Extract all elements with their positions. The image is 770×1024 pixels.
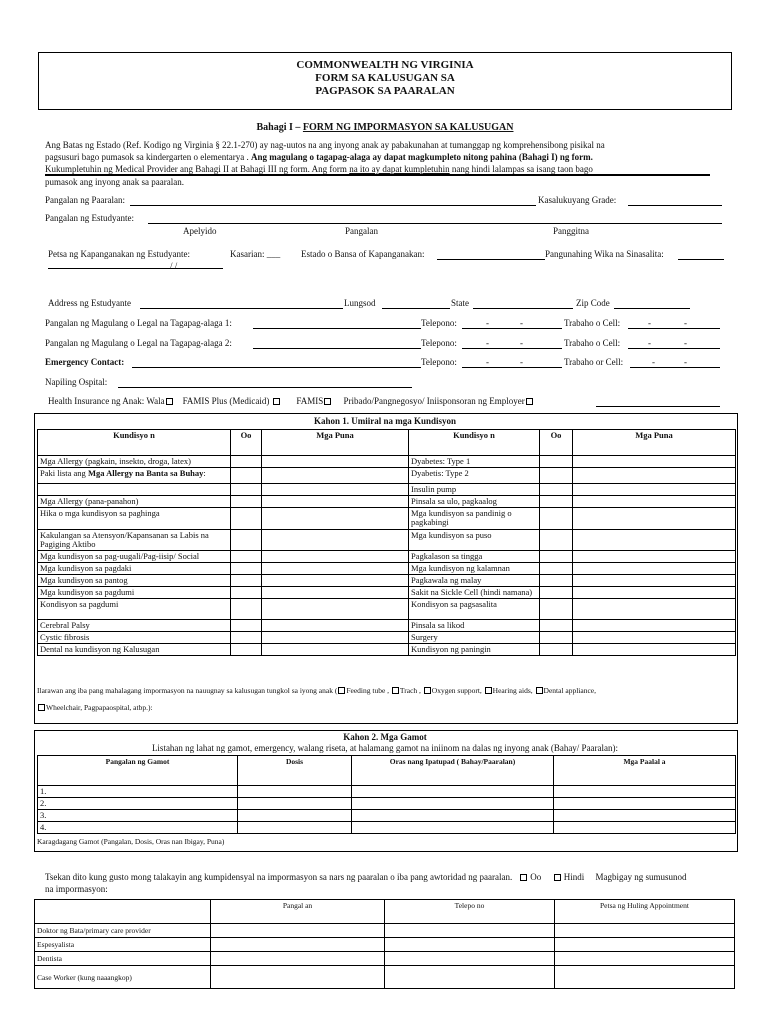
condition-right-yes[interactable] <box>540 575 573 587</box>
condition-right-yes[interactable] <box>540 530 573 551</box>
dob-separators: / / <box>170 261 178 271</box>
parent1-phone-dash-2: - <box>520 318 523 328</box>
condition-left-notes[interactable] <box>262 551 409 563</box>
condition-right-notes[interactable] <box>573 620 736 632</box>
parent2-label: Pangalan ng Magulang o Legal na Tagapag-alaga 2: <box>45 338 232 348</box>
condition-left-notes[interactable] <box>262 620 409 632</box>
condition-right-yes[interactable] <box>540 599 573 620</box>
med-notes[interactable] <box>554 810 736 822</box>
contact-name[interactable] <box>211 966 385 989</box>
condition-left-yes[interactable] <box>231 530 262 551</box>
part-title: Bahagi I – FORM NG IMPORMASYON SA KALUSUGAN <box>256 122 514 133</box>
contact-role: Doktor ng Bata/primary care provider <box>35 924 211 938</box>
contact-name[interactable] <box>211 952 385 966</box>
condition-right: Dyabetes: Type 1 <box>409 456 540 468</box>
col-notes-right: Mga Puna <box>573 430 736 456</box>
insurance-famis-plus: FAMIS Plus (Medicaid) <box>182 396 270 406</box>
condition-right-notes[interactable] <box>573 563 736 575</box>
form-header <box>38 52 732 110</box>
state-label: State <box>451 298 469 308</box>
conditions-table <box>37 429 736 656</box>
parent2-input[interactable] <box>253 348 421 349</box>
condition-right-notes[interactable] <box>573 632 736 644</box>
oxygen-checkbox[interactable] <box>424 687 431 694</box>
condition-left-yes[interactable] <box>231 620 262 632</box>
parent2-phone-dash-2: - <box>520 338 523 348</box>
condition-left: Mga kundisyon sa pagdumi <box>38 587 231 599</box>
box2-subtitle: Listahan ng lahat ng gamot, emergency, walang riseta, at halamang gamot na iniinom na dalas ng inyong anak (Bahay/ Paaralan): <box>151 743 619 753</box>
feeding-tube-checkbox[interactable] <box>338 687 345 694</box>
contact-row <box>35 924 735 938</box>
parent1-label: Pangalan ng Magulang o Legal na Tagapag-alaga 1: <box>45 318 232 328</box>
condition-left-notes[interactable] <box>262 496 409 508</box>
medication-row <box>38 798 736 810</box>
condition-row <box>38 496 736 508</box>
condition-left-notes[interactable] <box>262 456 409 468</box>
condition-row <box>38 632 736 644</box>
parent1-phone-input[interactable] <box>462 328 562 329</box>
consent-line: Tsekan dito kung gusto mong talakayin ang kumpidensyal na impormasyon sa nars ng paaralan o iba pang awtoridad ng paaralan. Oo Hindi Magbigay ng sumusunod <box>45 872 687 882</box>
condition-row <box>38 468 736 484</box>
condition-left-yes[interactable] <box>231 496 262 508</box>
condition-left-notes[interactable] <box>262 563 409 575</box>
address-label: Address ng Estudyante <box>48 298 131 308</box>
condition-right-yes[interactable] <box>540 508 573 530</box>
condition-right: Pinsala sa likod <box>409 620 540 632</box>
hospital-input[interactable] <box>118 387 412 388</box>
condition-right-notes[interactable] <box>573 599 736 620</box>
insurance-line <box>596 406 720 407</box>
contact-name[interactable] <box>211 924 385 938</box>
emergency-input[interactable] <box>132 367 421 368</box>
condition-left-yes[interactable] <box>231 484 262 496</box>
contact-row <box>35 938 735 952</box>
insurance-none: Wala <box>146 396 165 406</box>
zip-input[interactable] <box>614 308 690 309</box>
condition-left-notes[interactable] <box>262 484 409 496</box>
col-condition-right: Kundisyo n <box>409 430 540 456</box>
emergency-phone-dash-2: - <box>520 357 523 367</box>
parent1-work-label: Trabaho o Cell: <box>564 318 621 328</box>
insurance-label: Health Insurance ng Anak: <box>48 396 145 406</box>
med-notes[interactable] <box>554 822 736 834</box>
col-contact-phone: Telepo no <box>385 900 555 924</box>
birthplace-input[interactable] <box>437 259 545 260</box>
condition-row <box>38 508 736 530</box>
condition-right: Kundisyon ng paningin <box>409 644 540 656</box>
condition-right: Dyabetis: Type 2 <box>409 468 540 484</box>
contact-phone[interactable] <box>385 938 555 952</box>
condition-left: Dental na kundisyon ng Kalusugan <box>38 644 231 656</box>
condition-left-notes[interactable] <box>262 587 409 599</box>
condition-left-notes[interactable] <box>262 575 409 587</box>
condition-left-notes[interactable] <box>262 599 409 620</box>
emergency-label: Emergency Contact: <box>45 357 125 367</box>
emergency-work-label: Trabaho or Cell: <box>564 357 624 367</box>
dob-input[interactable] <box>48 268 223 269</box>
emergency-phone-label: Telepono: <box>421 357 457 367</box>
condition-right-yes[interactable] <box>540 484 573 496</box>
contact-name[interactable] <box>211 938 385 952</box>
box1-title: Kahon 1. Umiiral na mga Kundisyon <box>313 416 457 426</box>
insurance-row <box>48 397 534 406</box>
condition-left: Hika o mga kundisyon sa paghinga <box>38 508 231 530</box>
condition-right-notes[interactable] <box>573 508 736 530</box>
condition-right-yes[interactable] <box>540 468 573 484</box>
address-input[interactable] <box>140 308 343 309</box>
state-input[interactable] <box>473 308 573 309</box>
contact-date[interactable] <box>555 924 735 938</box>
condition-right: Mga kundisyon sa puso <box>409 530 540 551</box>
school-input[interactable] <box>130 205 536 206</box>
condition-right: Pagkawala ng malay <box>409 575 540 587</box>
parent2-phone-input[interactable] <box>462 348 562 349</box>
intro-line-4: pumasok ang inyong anak sa paaralan. <box>45 177 184 187</box>
condition-right-notes[interactable] <box>573 530 736 551</box>
emergency-work-dash-1: - <box>652 357 655 367</box>
condition-row <box>38 575 736 587</box>
insurance-none-checkbox[interactable] <box>166 398 173 405</box>
contact-phone[interactable] <box>385 924 555 938</box>
contact-role: Dentista <box>35 952 211 966</box>
emergency-work-input[interactable] <box>630 367 720 368</box>
condition-row <box>38 456 736 468</box>
zip-label: Zip Code <box>576 298 610 308</box>
condition-left: Mga Allergy (pana-panahon) <box>38 496 231 508</box>
condition-right-notes[interactable] <box>573 484 736 496</box>
med-time[interactable] <box>352 810 554 822</box>
dental-appliance-checkbox[interactable] <box>536 687 543 694</box>
condition-right-notes[interactable] <box>573 496 736 508</box>
consent-no-checkbox[interactable] <box>554 874 561 881</box>
hearing-aids-checkbox[interactable] <box>485 687 492 694</box>
contact-phone[interactable] <box>385 966 555 989</box>
condition-left-notes[interactable] <box>262 644 409 656</box>
insurance-private-checkbox[interactable] <box>526 398 533 405</box>
col-yes-left: Oo <box>231 430 262 456</box>
parent2-work-input[interactable] <box>628 348 720 349</box>
condition-right: Pinsala sa ulo, pagkaalog <box>409 496 540 508</box>
med-dose[interactable] <box>238 786 352 798</box>
condition-left-notes[interactable] <box>262 468 409 484</box>
condition-row <box>38 644 736 656</box>
grade-label: Kasalukuyang Grade: <box>538 195 617 205</box>
extra-medications: Karagdagang Gamot (Pangalan, Dosis, Oras nan Ibigay, Puna) <box>37 837 225 846</box>
city-input[interactable] <box>382 308 450 309</box>
contact-date[interactable] <box>555 938 735 952</box>
consent-yes-checkbox[interactable] <box>520 874 527 881</box>
grade-input[interactable] <box>628 205 722 206</box>
parent1-phone-dash-1: - <box>486 318 489 328</box>
contact-row <box>35 952 735 966</box>
header-line-2: FORM SA KALUSUGAN SA <box>315 72 455 84</box>
med-name: 3. <box>38 810 238 822</box>
parent2-phone-dash-1: - <box>486 338 489 348</box>
contact-date[interactable] <box>555 966 735 989</box>
col-med-name: Pangalan ng Gamot <box>38 756 238 786</box>
col-med-notes: Mga Paalal a <box>554 756 736 786</box>
col-dose: Dosis <box>238 756 352 786</box>
condition-row <box>38 599 736 620</box>
insurance-private: Pribado/Pangnegosyo/ Iniisponsoran ng Employer <box>343 396 525 406</box>
condition-left-yes[interactable] <box>231 468 262 484</box>
condition-left-notes[interactable] <box>262 632 409 644</box>
parent1-input[interactable] <box>253 328 421 329</box>
condition-right-yes[interactable] <box>540 632 573 644</box>
condition-right-notes[interactable] <box>573 587 736 599</box>
condition-left: Mga kundisyon sa pantog <box>38 575 231 587</box>
contacts-header-blank <box>35 900 211 924</box>
parent2-phone-label: Telepono: <box>421 338 457 348</box>
medication-row <box>38 810 736 822</box>
emergency-phone-dash-1: - <box>486 357 489 367</box>
condition-right: Pagkalason sa tingga <box>409 551 540 563</box>
contact-role: Espesyalista <box>35 938 211 952</box>
wheelchair-checkbox[interactable] <box>38 704 45 711</box>
insurance-famis-plus-checkbox[interactable] <box>273 398 280 405</box>
dob-label: Petsa ng Kapanganakan ng Estudyante: <box>48 249 190 259</box>
emergency-work-dash-2: - <box>684 357 687 367</box>
med-dose[interactable] <box>238 810 352 822</box>
condition-left-yes[interactable] <box>231 587 262 599</box>
condition-left: Kondisyon sa pagdumi <box>38 599 231 620</box>
med-time[interactable] <box>352 798 554 810</box>
parent1-work-dash-1: - <box>648 318 651 328</box>
condition-right: Kondisyon sa pagsasalita <box>409 599 540 620</box>
condition-left-yes[interactable] <box>231 644 262 656</box>
condition-right: Mga kundisyon ng kalamnan <box>409 563 540 575</box>
condition-left: Paki lista ang Mga Allergy na Banta sa Buhay: <box>38 468 231 484</box>
condition-left-yes[interactable] <box>231 456 262 468</box>
condition-left-yes[interactable] <box>231 575 262 587</box>
condition-right-notes[interactable] <box>573 551 736 563</box>
parent1-work-input[interactable] <box>628 328 720 329</box>
contact-role: Case Worker (kung naaangkop) <box>35 966 211 989</box>
trach-checkbox[interactable] <box>392 687 399 694</box>
city-label: Lungsod <box>344 298 376 308</box>
intro-line-1: Ang Batas ng Estado (Ref. Kodigo ng Virginia § 22.1-270) ay nag-uutos na ang inyong anak ay pabakunahan at tumanggap ng komprehensibong pisikal na <box>45 140 605 150</box>
student-input[interactable] <box>148 223 722 224</box>
school-label: Pangalan ng Paaralan: <box>45 195 125 205</box>
insurance-famis-checkbox[interactable] <box>324 398 331 405</box>
condition-left-yes[interactable] <box>231 563 262 575</box>
col-contact-date: Petsa ng Huling Appointment <box>555 900 735 924</box>
condition-right: Sakit na Sickle Cell (hindi namana) <box>409 587 540 599</box>
med-name: 2. <box>38 798 238 810</box>
emergency-phone-input[interactable] <box>462 367 562 368</box>
condition-left: Mga kundisyon sa pag-uugali/Pag-iisip/ Social <box>38 551 231 563</box>
condition-left-notes[interactable] <box>262 530 409 551</box>
condition-row <box>38 620 736 632</box>
med-notes[interactable] <box>554 786 736 798</box>
language-input[interactable] <box>678 259 724 260</box>
header-line-1: COMMONWEALTH NG VIRGINIA <box>296 59 474 71</box>
condition-row <box>38 587 736 599</box>
condition-left-yes[interactable] <box>231 551 262 563</box>
student-label: Pangalan ng Estudyante: <box>45 213 134 223</box>
condition-right: Insulin pump <box>409 484 540 496</box>
condition-row <box>38 563 736 575</box>
condition-left <box>38 484 231 496</box>
first-name-caption: Pangalan <box>345 226 378 236</box>
condition-left-yes[interactable] <box>231 508 262 530</box>
condition-right-yes[interactable] <box>540 620 573 632</box>
condition-right-yes[interactable] <box>540 587 573 599</box>
condition-left: Cerebral Palsy <box>38 620 231 632</box>
last-name-caption: Apelyido <box>183 226 217 236</box>
language-label: Pangunahing Wika na Sinasalita: <box>545 249 664 259</box>
condition-right: Surgery <box>409 632 540 644</box>
condition-left: Cystic fibrosis <box>38 632 231 644</box>
condition-right-notes[interactable] <box>573 575 736 587</box>
parent1-phone-label: Telepono: <box>421 318 457 328</box>
condition-left: Mga kundisyon sa pagdaki <box>38 563 231 575</box>
box2-title: Kahon 2. Mga Gamot <box>343 732 427 742</box>
col-time: Oras nang Ipatupad ( Bahay/Paaralan) <box>352 756 554 786</box>
condition-right-yes[interactable] <box>540 644 573 656</box>
contact-phone[interactable] <box>385 952 555 966</box>
med-time[interactable] <box>352 822 554 834</box>
col-contact-name: Pangal an <box>211 900 385 924</box>
parent1-work-dash-2: - <box>684 318 687 328</box>
condition-right-yes[interactable] <box>540 551 573 563</box>
condition-row <box>38 551 736 563</box>
condition-right-yes[interactable] <box>540 563 573 575</box>
parent2-work-dash-1: - <box>648 338 651 348</box>
col-notes-left: Mga Puna <box>262 430 409 456</box>
contact-date[interactable] <box>555 952 735 966</box>
medication-row <box>38 822 736 834</box>
condition-right-notes[interactable] <box>573 456 736 468</box>
devices-line: Ilarawan ang iba pang mahalagang impormasyon na nauugnay sa kalusugan tungkol sa iyong anak ( Feeding tube , Trach , Oxygen support, Hearing aids, Dental appliance, <box>37 686 597 695</box>
med-dose[interactable] <box>238 798 352 810</box>
condition-right-notes[interactable] <box>573 644 736 656</box>
consent-line-2: na impormasyon: <box>45 884 108 894</box>
med-name: 1. <box>38 786 238 798</box>
birthplace-label: Estado o Bansa of Kapanganakan: <box>301 249 425 259</box>
parent2-work-dash-2: - <box>684 338 687 348</box>
medication-row <box>38 786 736 798</box>
med-dose[interactable] <box>238 822 352 834</box>
middle-name-caption: Panggitna <box>553 226 589 236</box>
med-name: 4. <box>38 822 238 834</box>
condition-left-notes[interactable] <box>262 508 409 530</box>
header-line-3: PAGPASOK SA PAARALAN <box>315 85 455 97</box>
insurance-famis: FAMIS <box>296 396 324 406</box>
col-condition-left: Kundisyo n <box>38 430 231 456</box>
devices-line-2: Wheelchair, Pagpapaospital, atbp.): <box>37 704 153 712</box>
condition-left: Mga Allergy (pagkain, insekto, droga, latex) <box>38 456 231 468</box>
condition-right-yes[interactable] <box>540 456 573 468</box>
medications-table <box>37 755 736 834</box>
condition-right-yes[interactable] <box>540 496 573 508</box>
condition-left: Kakulangan sa Atensyon/Kapansanan sa Labis na Pagiging Aktibo <box>38 530 231 551</box>
parent2-work-label: Trabaho o Cell: <box>564 338 621 348</box>
contacts-table <box>34 899 735 989</box>
condition-left-yes[interactable] <box>231 632 262 644</box>
condition-right-notes[interactable] <box>573 468 736 484</box>
condition-row <box>38 530 736 551</box>
med-time[interactable] <box>352 786 554 798</box>
hospital-label: Napiling Ospital: <box>45 377 108 387</box>
intro-line-2: pagsusuri bago pumasok sa kindergarten o elementarya . Ang magulang o tagapag-alaga ay dapat magkumpleto nitong pahina (Bahagi I) ng form. <box>45 152 593 162</box>
contact-row <box>35 966 735 989</box>
condition-left-yes[interactable] <box>231 599 262 620</box>
intro-line-3: Kukumpletuhin ng Medical Provider ang Bahagi II at Bahagi III ng form. Ang form na ito ay dapat kumpletuhin nang hindi lalampas sa isang taon bago <box>45 164 593 174</box>
sex-field[interactable]: Kasarian: ___ <box>230 249 281 259</box>
condition-row <box>38 484 736 496</box>
col-yes-right: Oo <box>540 430 573 456</box>
condition-right: Mga kundisyon sa pandinig o pagkabingi <box>409 508 540 530</box>
med-notes[interactable] <box>554 798 736 810</box>
